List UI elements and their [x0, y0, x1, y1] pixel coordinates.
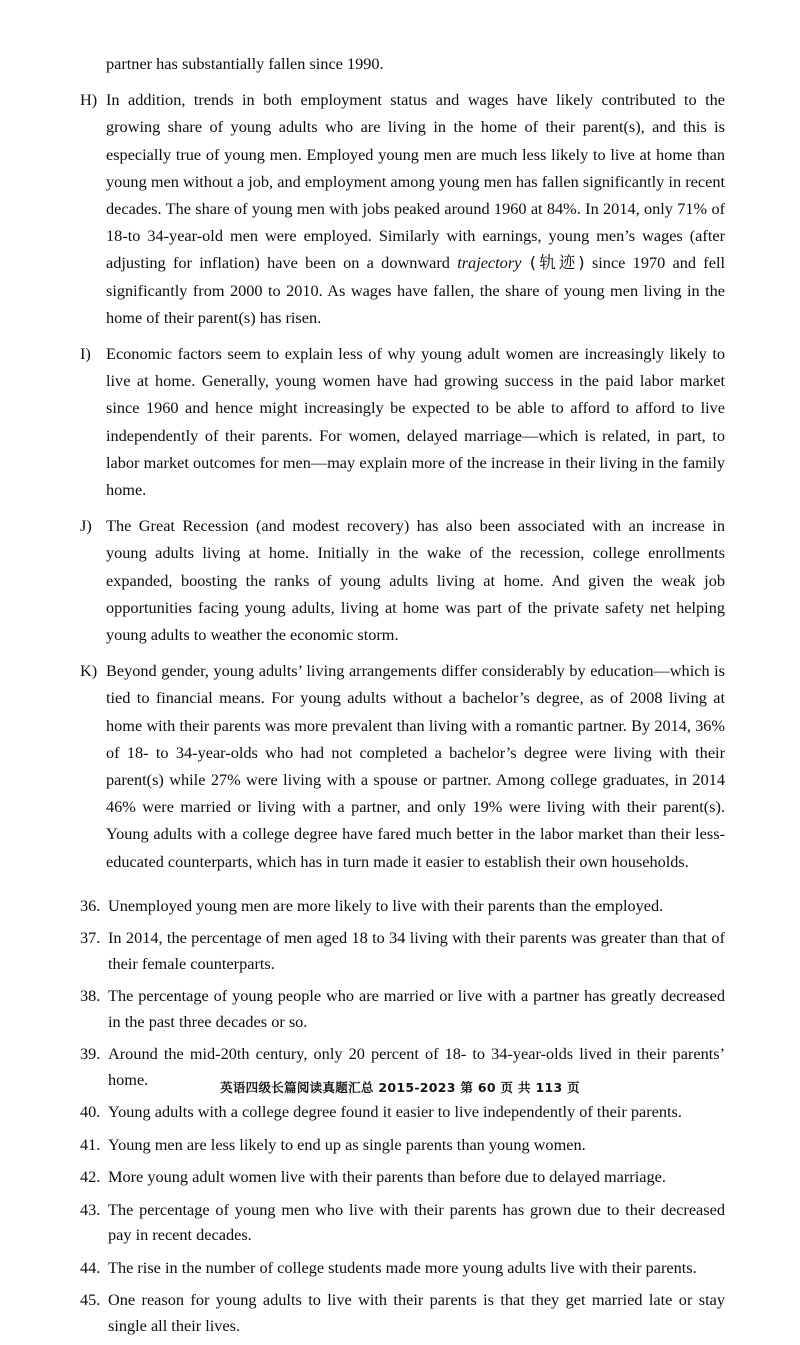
question-text-44: The rise in the number of college students made more young adults live with their parents.	[108, 1257, 697, 1277]
paragraph-marker-h: H)	[80, 90, 98, 110]
question-text-36: Unemployed young men are more likely to live with their parents than the employed.	[108, 895, 664, 915]
paragraph-j	[80, 512, 725, 648]
paragraph-body-i: Economic factors seem to explain less of why young adult women are increasingly likely to live at home. Generally, young women have had growing success in the paid labor market since 1960 and hence might increasingly be expected to be able to afford to afford to live independently of their parents. For women, delayed marriage—which is related, in part, to labor market outcomes for men—may explain more of the increase in their living in the family home.	[106, 344, 725, 500]
paragraph-body-j: The Great Recession (and modest recovery) has also been associated with an increase in young adults living at home. Initially in the wake of the recession, college enrollments expanded, boosting the ranks of young adults living at home. And given the weak job opportunities facing young adults, living at home was part of the private safety net helping young adults to weather the economic storm.	[106, 516, 725, 645]
question-number-38: 38.	[80, 986, 101, 1006]
question-text-43: The percentage of young men who live with their parents has grown due to their decreased pay in recent decades.	[108, 1199, 725, 1245]
paragraph-marker-i: I)	[80, 344, 91, 364]
question-item-37	[80, 925, 725, 976]
continuation-line: partner has substantially fallen since 1990.	[106, 54, 384, 73]
paragraph-marker-k: K)	[80, 661, 98, 681]
page-content	[80, 50, 725, 1345]
question-text-45: One reason for young adults to live with their parents is that they get married late or stay single all their lives.	[108, 1290, 725, 1335]
question-item-36	[80, 893, 725, 919]
question-item-40	[80, 1099, 725, 1125]
question-text-39: Around the mid-20th century, only 20 percent of 18- to 34-year-olds lived in their parents’ home.	[108, 1044, 725, 1089]
paragraph-body-h	[106, 86, 725, 331]
paragraph-marker-j: J)	[80, 516, 92, 536]
question-item-43	[80, 1197, 725, 1248]
chinese-gloss-trajectory: (轨迹)	[521, 253, 585, 273]
question-text-37: In 2014, the percentage of men aged 18 to 34 living with their parents was greater than that of their female counterparts.	[108, 928, 725, 973]
question-number-41: 41.	[80, 1134, 101, 1154]
question-number-42: 42.	[80, 1167, 101, 1187]
page-footer: 英语四级长篇阅读真题汇总 2015-2023 第 60 页 共 113 页	[220, 1080, 580, 1095]
paragraph-h-text-before: In addition, trends in both employment status and wages have likely contributed to the growing share of young adults who are living in the home of their parent(s), and this is especially true of young men. Employed young men are much less likely to live at home than young men without a job, and employment among young men has fallen significantly in recent decades. The share of young men with jobs peaked around 1960 at 84%. In 2014, only 71% of 18-to 34-year-old men were employed. Similarly with earnings, young men’s wages (after adjusting for inflation) have been on a downward	[106, 90, 725, 273]
question-number-40: 40.	[80, 1102, 101, 1122]
question-number-44: 44.	[80, 1257, 101, 1277]
question-number-36: 36.	[80, 895, 101, 915]
question-text-42: More young adult women live with their parents than before due to delayed marriage.	[108, 1167, 666, 1187]
question-item-38	[80, 983, 725, 1034]
question-number-39: 39.	[80, 1044, 101, 1064]
question-item-42	[80, 1164, 725, 1190]
question-item-44	[80, 1255, 725, 1281]
paragraph-body-k: Beyond gender, young adults’ living arrangements differ considerably by education—which is tied to financial means. For young adults without a bachelor’s degree, as of 2008 living at home with their parents was more prevalent than living with a romantic partner. By 2014, 36% of 18- to 34-year-olds who had not completed a bachelor’s degree were living with their parent(s) while 27% were living with a spouse or partner. Among college graduates, in 2014 46% were married or living with a partner, and only 19% were living with their parent(s). Young adults with a college degree have fared much better in the labor market than their less-educated counterparts, which has in turn made it easier to establish their own households.	[106, 661, 725, 871]
question-text-41: Young men are less likely to end up as single parents than young women.	[108, 1134, 586, 1154]
question-number-45: 45.	[80, 1290, 101, 1310]
paragraph-h-text-after: since 1970 and fell significantly from 2000 to 2010. As wages have fallen, the share of young men living in the home of their parent(s) has risen.	[106, 253, 725, 327]
question-item-45	[80, 1287, 725, 1338]
paragraph-i	[80, 340, 725, 503]
glossed-term-trajectory: trajectory	[457, 253, 522, 273]
question-text-38: The percentage of young people who are married or live with a partner has greatly decreased in the past three decades or so.	[108, 986, 725, 1031]
question-item-41	[80, 1132, 725, 1158]
question-number-43: 43.	[80, 1199, 101, 1219]
question-list	[80, 893, 725, 1339]
paragraph-k	[80, 657, 725, 875]
paragraph-h	[80, 86, 725, 331]
question-number-37: 37.	[80, 928, 101, 948]
question-text-40: Young adults with a college degree found it easier to live independently of their parents.	[108, 1102, 682, 1122]
